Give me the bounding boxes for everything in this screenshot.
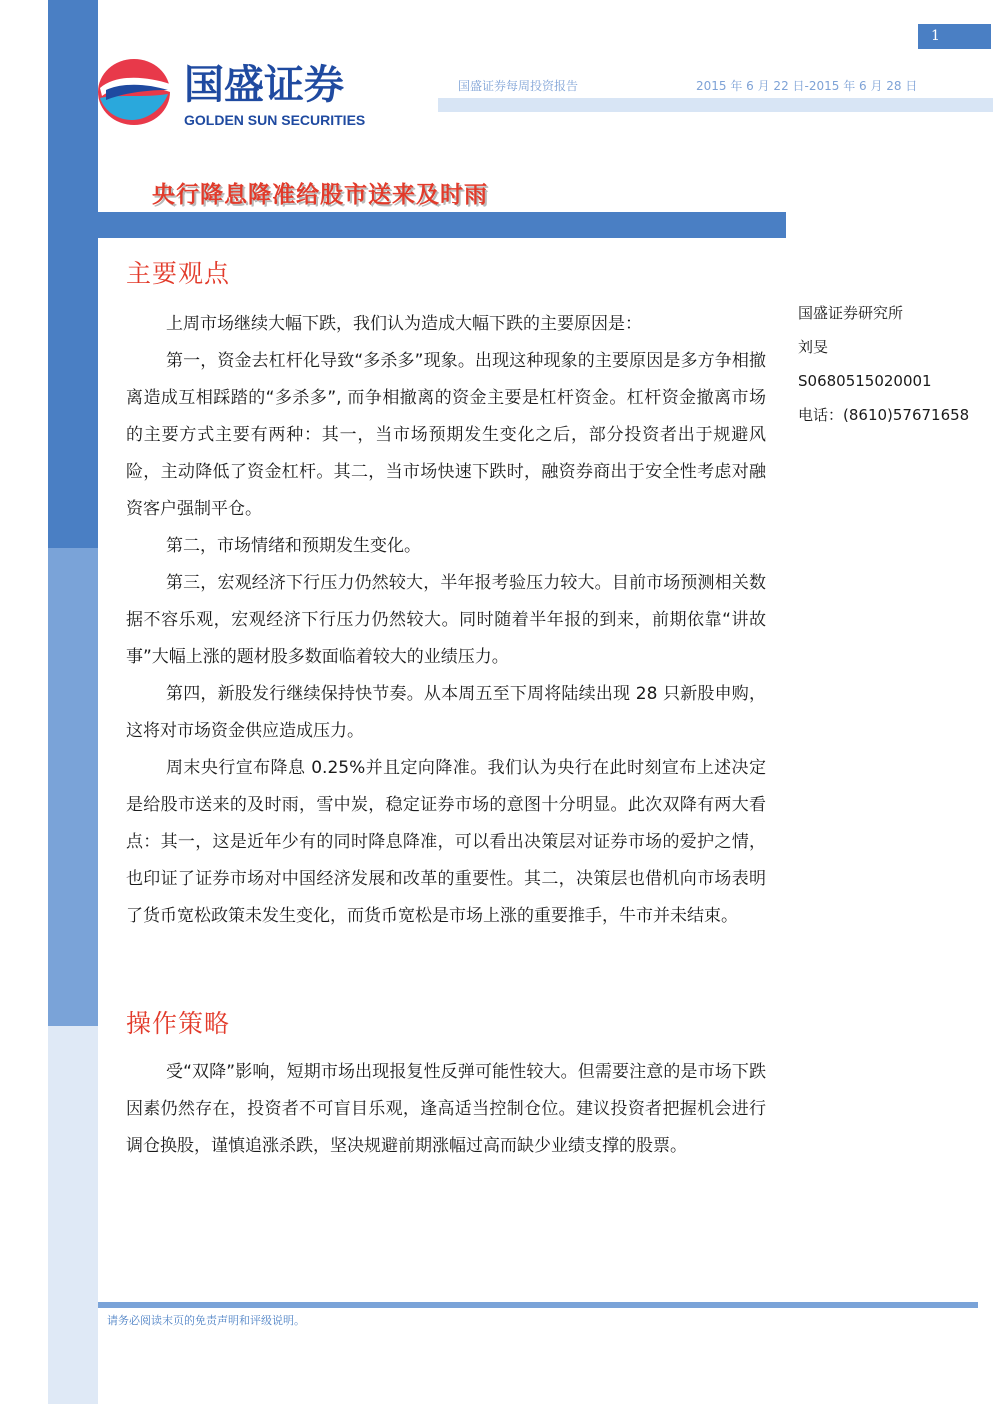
footer-disclaimer: 请务必阅读末页的免责声明和评级说明。 — [107, 1314, 305, 1327]
paragraph: 上周市场继续大幅下跌，我们认为造成大幅下跌的主要原因是： — [166, 314, 642, 334]
header-rule — [438, 98, 993, 112]
main-view-body — [126, 306, 766, 935]
paragraph: 第一，资金去杠杆化导致“多杀多”现象。出现这种现象的主要原因是多方争相撤离造成互相踩踏的“多杀多”, 而争相撤离的资金主要是杠杆资金。杠杆资金撤离市场的主要方式主要有两种：其一，当市场预期发生变化之后，部分投资者出于规避风险，主动降低了资金杠杆。其二，当市场快速下跌时，融资券商出于安全性考虑对融资客户强制平仓。 — [126, 351, 766, 519]
paragraph: 第四，新股发行继续保持快节奏。从本周五至下周将陆续出现 28 只新股申购，这将对市场资金供应造成压力。 — [126, 684, 766, 741]
left-band-dark — [48, 0, 98, 548]
page-number: 1 — [918, 24, 991, 49]
document-title: 央行降息降准给股市送来及时雨 — [152, 182, 488, 208]
analyst-sidebar — [798, 296, 969, 432]
header-date-range: 2015 年 6 月 22 日-2015 年 6 月 28 日 — [696, 79, 918, 93]
analyst-phone: 电话：(8610)57671658 — [798, 406, 970, 424]
section-heading-main-view: 主要观点 — [126, 259, 231, 288]
strategy-body — [126, 1054, 766, 1165]
analyst-name: 刘旻 — [798, 338, 829, 356]
footer-rule — [98, 1302, 978, 1308]
paragraph: 第二，市场情绪和预期发生变化。 — [166, 536, 421, 556]
logo-name-cn: 国盛证券 — [184, 62, 344, 108]
logo-emblem-icon — [96, 54, 408, 132]
paragraph: 受“双降”影响，短期市场出现报复性反弹可能性较大。但需要注意的是市场下跌因素仍然存在，投资者不可盲目乐观，逢高适当控制仓位。建议投资者把握机会进行调仓换股，谨慎追涨杀跌，坚决规避前期涨幅过高而缺少业绩支撑的股票。 — [126, 1062, 766, 1156]
analyst-license: S0680515020001 — [798, 372, 932, 390]
left-band-pale — [48, 1026, 98, 1404]
logo-name-en: GOLDEN SUN SECURITIES — [184, 112, 366, 128]
left-band-light — [48, 548, 98, 1026]
header-report-name: 国盛证券每周投资报告 — [458, 79, 579, 93]
company-logo — [96, 54, 408, 132]
title-band — [98, 212, 786, 238]
institute-name: 国盛证券研究所 — [798, 304, 904, 322]
paragraph: 第三，宏观经济下行压力仍然较大，半年报考验压力较大。目前市场预测相关数据不容乐观，宏观经济下行压力仍然较大。同时随着半年报的到来，前期依靠“讲故事”大幅上涨的题材股多数面临着较大的业绩压力。 — [126, 573, 766, 667]
section-heading-strategy: 操作策略 — [126, 1009, 231, 1038]
paragraph: 周末央行宣布降息 0.25%并且定向降准。我们认为央行在此时刻宣布上述决定是给股市送来的及时雨，雪中炭，稳定证券市场的意图十分明显。此次双降有两大看点：其一，这是近年少有的同时降息降准，可以看出决策层对证券市场的爱护之情，也印证了证券市场对中国经济发展和改革的重要性。其二，决策层也借机向市场表明了货币宽松政策未发生变化，而货币宽松是市场上涨的重要推手，牛市并未结束。 — [126, 758, 766, 926]
